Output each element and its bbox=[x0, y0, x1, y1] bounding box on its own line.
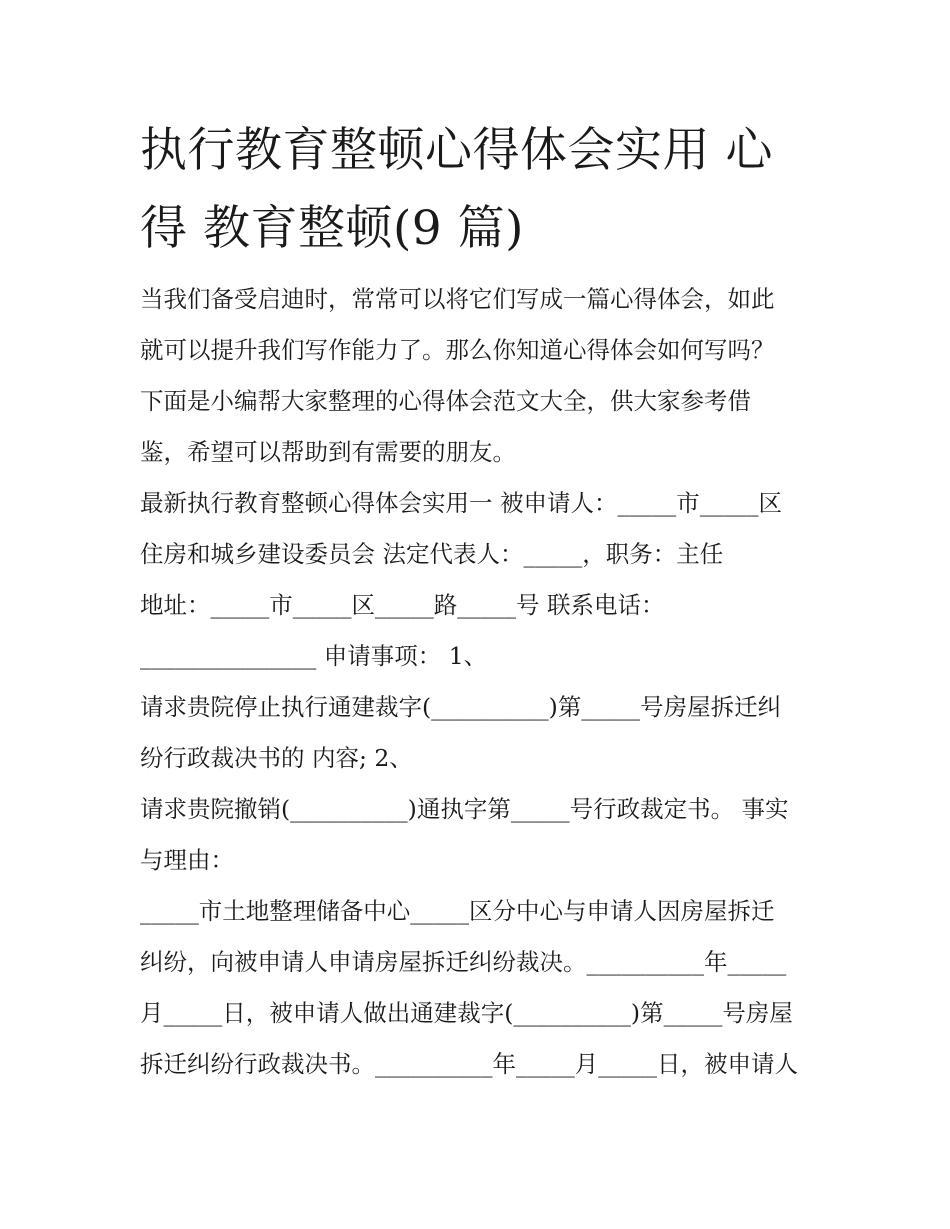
body-line: 地址：_____市_____区_____路_____号 联系电话： bbox=[140, 591, 665, 619]
document-body bbox=[140, 274, 830, 1090]
body-line: 纷行政裁决书的 内容; 2、 bbox=[140, 744, 413, 772]
body-line: 当我们备受启迪时，常常可以将它们写成一篇心得体会，如此 bbox=[140, 285, 775, 313]
document-title bbox=[140, 112, 840, 268]
title-line: 执行教育整顿心得体会实用 心 bbox=[140, 123, 773, 178]
body-line: 请求贵院撤销(__________)通执字第_____号行政裁定书。 事实 bbox=[140, 795, 789, 823]
body-line: 就可以提升我们写作能力了。那么你知道心得体会如何写吗？ bbox=[140, 336, 775, 364]
body-line: _____市土地整理储备中心_____区分中心与申请人因房屋拆迁 bbox=[140, 897, 775, 925]
body-line: 纠纷，向被申请人申请房屋拆迁纠纷裁决。__________年_____ bbox=[140, 948, 787, 976]
body-line: 与理由： bbox=[140, 846, 234, 874]
body-line: 鉴，希望可以帮助到有需要的朋友。 bbox=[140, 438, 516, 466]
body-line: 最新执行教育整顿心得体会实用一 被申请人：_____市_____区 bbox=[140, 489, 782, 517]
body-line: 拆迁纠纷行政裁决书。__________年_____月_____日，被申请人 bbox=[140, 1050, 798, 1078]
body-line: 下面是小编帮大家整理的心得体会范文大全，供大家参考借 bbox=[140, 387, 751, 415]
title-line: 得 教育整顿(9 篇) bbox=[140, 201, 524, 256]
body-line: 月_____日，被申请人做出通建裁字(__________)第_____号房屋 bbox=[140, 999, 793, 1027]
body-line: 住房和城乡建设委员会 法定代表人：_____，职务：主任 bbox=[140, 540, 724, 568]
body-line: _______________ 申请事项： 1、 bbox=[140, 642, 488, 670]
body-line: 请求贵院停止执行通建裁字(__________)第_____号房屋拆迁纠 bbox=[140, 693, 782, 721]
